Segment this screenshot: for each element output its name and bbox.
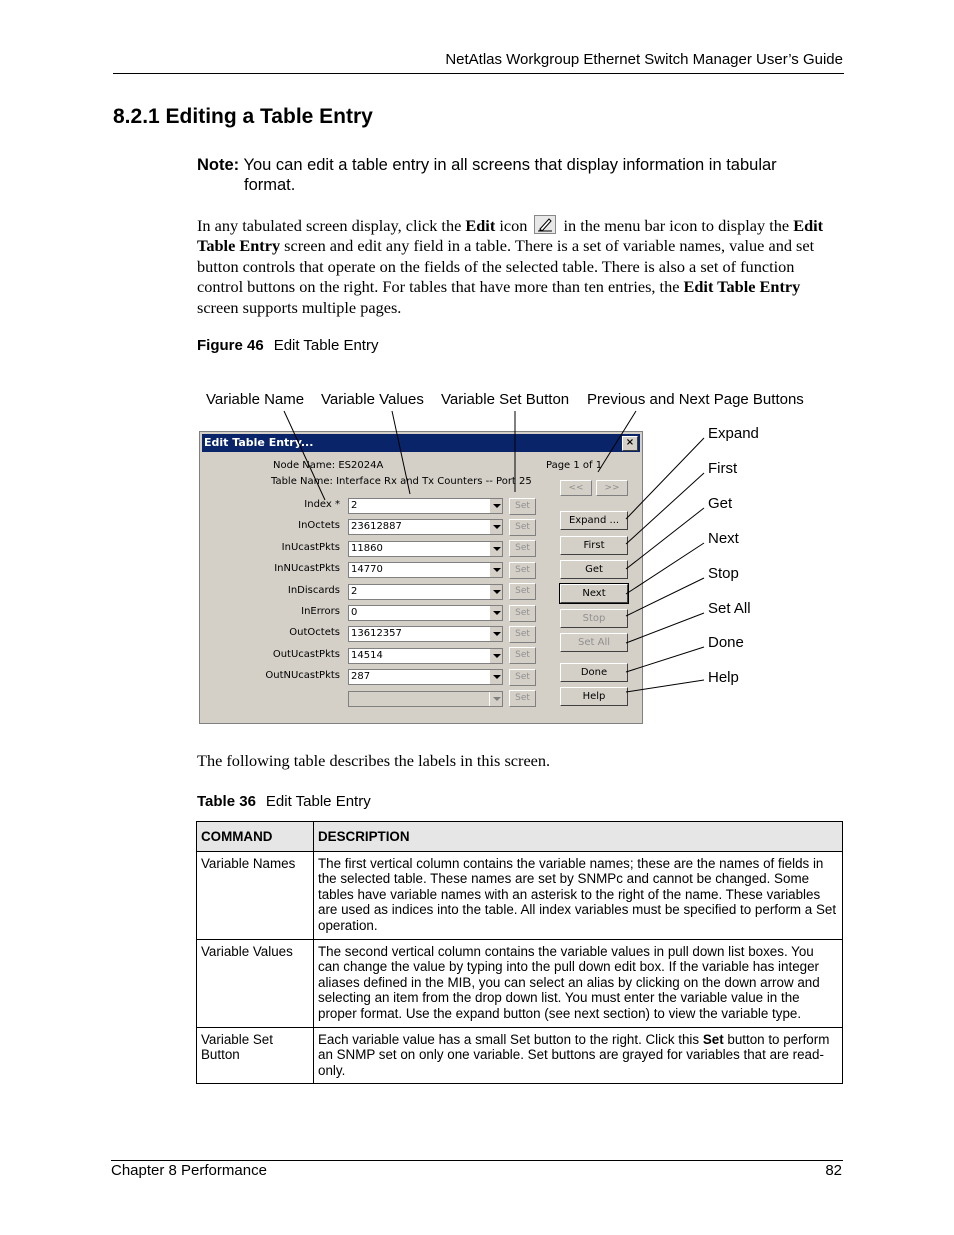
callout-variable-set-button: Variable Set Button — [441, 391, 570, 408]
variable-value: 23612887 — [351, 521, 402, 533]
variable-name-label: OutNUcastPkts — [265, 670, 340, 682]
variable-set-button[interactable]: Set — [509, 562, 536, 579]
intro-text: in the menu bar icon to display the — [559, 216, 794, 235]
intro-text: icon — [495, 216, 532, 235]
first-button[interactable]: First — [560, 536, 628, 555]
intro-text: screen supports multiple pages. — [197, 297, 402, 317]
callout-expand: Expand — [708, 425, 759, 442]
callout-stop: Stop — [708, 565, 739, 582]
following-text: The following table describes the labels in this screen. — [197, 751, 551, 770]
variable-value: 11860 — [351, 542, 383, 554]
expand-button[interactable]: Expand ... — [560, 511, 628, 530]
variable-value: 287 — [351, 671, 371, 683]
variable-set-button[interactable]: Set — [509, 626, 536, 643]
next-page-button[interactable]: >> — [596, 480, 628, 496]
variable-set-button[interactable]: Set — [509, 605, 536, 622]
description-text: button to perform an SNMP set on only one variable. Set buttons are grayed for variables that are read-only. — [318, 1031, 830, 1078]
variable-value: 2 — [351, 585, 358, 597]
variable-value: 0 — [351, 607, 358, 618]
table-row — [197, 939, 843, 1027]
table-caption — [197, 793, 371, 810]
running-header: NetAtlas Workgroup Ethernet Switch Manager User’s Guide — [445, 51, 843, 68]
variable-name-label: InNUcastPkts — [274, 563, 340, 575]
variable-name-label: InDiscards — [287, 584, 340, 596]
figure-title: Edit Table Entry — [273, 337, 379, 354]
footer-rule — [111, 1160, 843, 1161]
intro-ete-bold: Edit Table Entry — [197, 216, 824, 256]
variable-set-button[interactable]: Set — [509, 540, 536, 557]
note-label: Note: — [197, 156, 240, 174]
help-button[interactable]: Help — [560, 687, 628, 706]
description-table — [196, 821, 843, 1084]
variable-set-button[interactable]: Set — [509, 498, 536, 515]
intro-edit-bold: Edit — [465, 216, 496, 235]
variable-value: 13612357 — [351, 628, 402, 640]
table-header-row — [197, 822, 843, 852]
description-text: Each variable value has a small Set button to the right. Click this — [318, 1031, 703, 1047]
figure-label: Figure 46 — [197, 337, 264, 354]
variable-name-label: OutUcastPkts — [272, 648, 340, 660]
close-icon[interactable]: × — [622, 436, 638, 451]
previous-page-button[interactable]: << — [560, 480, 592, 496]
description-cell — [314, 1027, 843, 1084]
table-title: Edit Table Entry — [265, 793, 371, 810]
variable-set-button[interactable]: Set — [509, 647, 536, 664]
page-number: 82 — [825, 1162, 842, 1179]
get-button[interactable]: Get — [560, 560, 628, 579]
page-indicator: Page 1 of 1 — [546, 460, 603, 471]
footer-chapter: Chapter 8 Performance — [111, 1162, 267, 1179]
callout-set-all: Set All — [708, 600, 751, 617]
callout-done: Done — [708, 634, 744, 651]
table-row — [197, 1027, 843, 1084]
variable-value: 14514 — [351, 649, 383, 661]
table-row — [197, 851, 843, 939]
stop-button[interactable]: Stop — [560, 609, 628, 628]
variable-set-button[interactable]: Set — [509, 669, 536, 686]
variable-name-label: InUcastPkts — [281, 541, 340, 553]
callout-help: Help — [708, 669, 739, 686]
description-cell: The second vertical column contains the variable values in pull down list boxes. You can change the value by typing into the pull down edit box. If the variable has integer aliases defined in the MIB, you can select an alias by clicking on the down arrow and selecting an item from the drop down list. You must enter the variable value in the proper format. Use the expand button (see next section) to view the variable type. — [314, 939, 843, 1027]
done-button[interactable]: Done — [560, 663, 628, 682]
next-button[interactable]: Next — [560, 584, 628, 603]
column-header: DESCRIPTION — [314, 822, 843, 852]
note-text-line2: format. — [244, 176, 296, 194]
callout-variable-name: Variable Name — [206, 391, 305, 408]
variable-value: 14770 — [351, 564, 383, 576]
table-name: Table Name: Interface Rx and Tx Counters -- Port 25 — [271, 476, 532, 487]
variable-name-label: InErrors — [301, 606, 340, 617]
variable-set-button[interactable]: Set — [509, 690, 536, 707]
node-name: Node Name: ES2024A — [273, 460, 384, 471]
description-cell: The first vertical column contains the variable names; these are the names of fields in the selected table. These names are set by SNMPc and cannot be changed. Some tables have variable names with an asterisk to the right of the name. These variables are used as indices into the table. All index variables must be specified to perform a Set operation. — [314, 851, 843, 939]
intro-text: screen and edit any field in a table. There is a set of variable names, value and set button controls that operate on the fields of the selected table. There is also a set of function control buttons on the right. For tables that have more than ten entries, the — [197, 236, 815, 297]
variable-name-label: Index * — [304, 499, 340, 510]
callout-get: Get — [708, 495, 733, 512]
variable-value: 2 — [351, 500, 358, 511]
column-header: COMMAND — [197, 822, 314, 852]
section-heading: 8.2.1 Editing a Table Entry — [113, 105, 373, 128]
note-text-line1: You can edit a table entry in all screens that display information in tabular — [243, 156, 777, 174]
variable-set-button[interactable]: Set — [509, 583, 536, 600]
set-all-button[interactable]: Set All — [560, 633, 628, 652]
callout-first: First — [708, 460, 738, 477]
command-cell: Variable Set Button — [197, 1027, 314, 1084]
description-bold: Set — [702, 1031, 724, 1047]
callout-page-buttons: Previous and Next Page Buttons — [587, 391, 804, 408]
variable-name-label: InOctets — [298, 520, 340, 532]
command-cell: Variable Names — [197, 851, 314, 939]
intro-text: In any tabulated screen display, click the — [197, 216, 466, 235]
dialog-title: Edit Table Entry... — [204, 436, 314, 449]
command-cell: Variable Values — [197, 939, 314, 1027]
table-label: Table 36 — [197, 793, 256, 810]
variable-name-label: OutOctets — [289, 627, 340, 639]
intro-ete-bold: Edit Table Entry — [683, 277, 801, 297]
callout-variable-values: Variable Values — [321, 391, 424, 408]
callout-next: Next — [708, 530, 739, 547]
variable-set-button[interactable]: Set — [509, 519, 536, 536]
